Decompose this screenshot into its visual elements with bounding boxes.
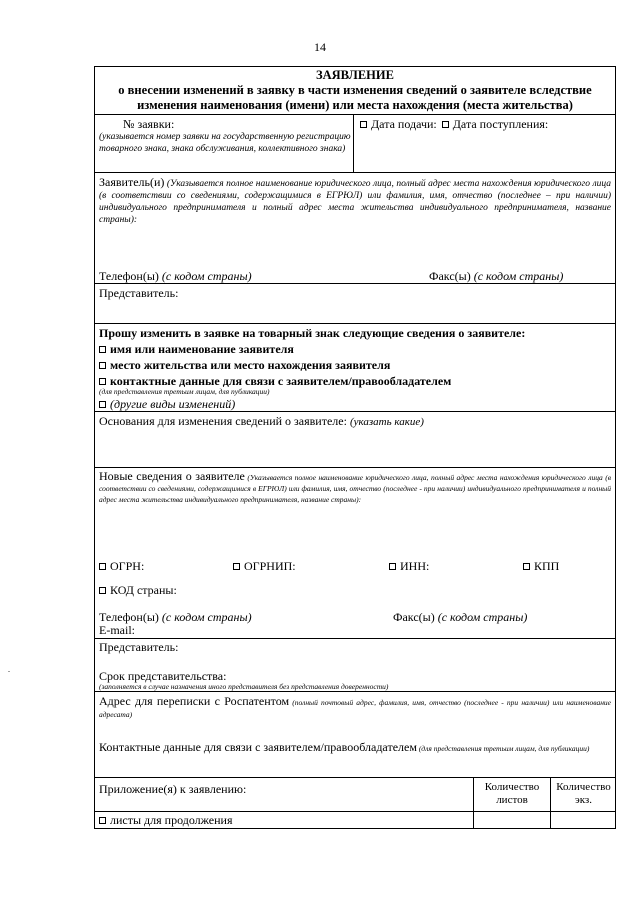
new-info-text: [99, 471, 611, 505]
checkbox-icon[interactable]: [233, 563, 240, 570]
correspondence-section: [95, 691, 615, 778]
ogrnip-field[interactable]: ОГРНИП:: [233, 559, 296, 573]
checkbox-icon[interactable]: [99, 587, 106, 594]
filing-date-label: Дата подачи:: [371, 117, 437, 131]
option-contacts[interactable]: контактные данные для связи с заявителем/правообладателем: [99, 374, 451, 388]
fax-hint: (с кодом страны): [437, 610, 528, 624]
phone-label: Телефон(ы): [99, 269, 159, 283]
phone-hint: (с кодом страны): [161, 269, 252, 283]
grounds-section: [95, 411, 615, 468]
contacts-label: Контактные данные для связи с заявителем/правообладателем: [99, 740, 417, 754]
page-number: 14: [314, 40, 326, 54]
checkbox-icon[interactable]: [99, 346, 106, 353]
new-info-hint: (Указывается полное наименование юридического лица, полный адрес места нахождения юридического лица (в соответствии со сведениями, содержащимися в ЕГРЮЛ) или фамилия, имя, отчество (последнее - при наличии) индивидуального предпринимателя и полный адрес места жительства индивидуального предпринимателя, название страны):: [99, 473, 612, 504]
applicant-phone[interactable]: [99, 269, 252, 283]
checkbox-icon[interactable]: [99, 817, 106, 824]
contacts-hint: (для представления третьим лицам, для публикации): [418, 744, 590, 753]
publication-note: (для представления третьим лицам, для публикации): [99, 387, 270, 396]
representative2-section: [95, 638, 615, 692]
country-code-field[interactable]: КОД страны:: [99, 583, 177, 597]
application-number-label: № заявки:: [123, 117, 175, 131]
grounds-text: [99, 414, 424, 429]
checkbox-icon[interactable]: [99, 362, 106, 369]
attachments-row: [95, 811, 615, 829]
term-label: Срок представительства:: [99, 669, 227, 683]
correspondence-hint: (полный почтовый адрес, фамилия, имя, отчество (последнее - при наличии) или наименование адресата): [99, 698, 611, 719]
fax-hint: (с кодом страны): [473, 269, 564, 283]
col-copies-header: Количество экз.: [556, 781, 611, 806]
divider: [353, 115, 354, 173]
fax-label: Факс(ы): [429, 269, 471, 283]
checkbox-icon[interactable]: [99, 401, 106, 408]
checkbox-icon[interactable]: [523, 563, 530, 570]
application-number-section: [95, 114, 615, 173]
representative2-label: Представитель:: [99, 640, 179, 654]
representative-label: Представитель:: [99, 286, 179, 300]
phone-label: Телефон(ы): [99, 610, 159, 624]
correspondence-text: [99, 695, 611, 721]
application-number-hint: (указывается номер заявки на государственную регистрацию товарного знака, знака обслуживания, коллективного знака): [99, 132, 351, 154]
checkbox-icon[interactable]: [442, 121, 449, 128]
title-line3: изменения наименования (имени) или места нахождения (места жительства): [137, 98, 573, 112]
ogrn-field[interactable]: ОГРН:: [99, 559, 144, 573]
phone-hint: (с кодом страны): [161, 610, 252, 624]
term-hint: (заполняется в случае назначения иного представителя без представления доверенности): [99, 682, 389, 691]
checkbox-icon[interactable]: [360, 121, 367, 128]
grounds-label: Основания для изменения сведений о заявителе:: [99, 414, 347, 428]
checkbox-icon[interactable]: [99, 378, 106, 385]
fax-label: Факс(ы): [393, 610, 435, 624]
title-line2: о внесении изменений в заявку в части изменения сведений о заявителе вследствие: [118, 83, 592, 97]
new-fax[interactable]: [393, 610, 527, 624]
checkbox-icon[interactable]: [389, 563, 396, 570]
option-other[interactable]: (другие виды изменений): [99, 397, 235, 411]
continuation-sheets-item[interactable]: листы для продолжения: [99, 813, 233, 827]
option-name[interactable]: имя или наименование заявителя: [99, 342, 294, 356]
new-phone[interactable]: [99, 610, 252, 624]
margin-mark: .: [8, 665, 10, 674]
col-sheets-header: Количество листов: [484, 781, 540, 806]
applicant-section: [95, 172, 615, 284]
title-line1: ЗАЯВЛЕНИЕ: [316, 68, 394, 82]
option-address[interactable]: место жительства или место нахождения заявителя: [99, 358, 390, 372]
applicant-label: Заявитель(и): [99, 175, 165, 189]
attachments-header: [95, 777, 615, 812]
email-label: E-mail:: [99, 623, 135, 637]
applicant-hint: (Указывается полное наименование юридического лица, полный адрес места нахождения юридического лица (в соответствии со сведениями, содержащимися в ЕГРЮЛ) или фамилия, имя, отчество (последнее – при наличии) индивидуального предпринимателя и полный адрес места жительства индивидуального предпринимателя, название страны):: [99, 179, 611, 225]
new-info-section: [95, 467, 615, 639]
request-section: [95, 323, 615, 412]
receipt-date-label: Дата поступления:: [452, 117, 549, 131]
request-heading: Прошу изменить в заявке на товарный знак следующие сведения о заявителе:: [99, 326, 526, 340]
representative-section: [95, 283, 615, 324]
dates-field[interactable]: [360, 117, 548, 131]
inn-field[interactable]: ИНН:: [389, 559, 429, 573]
new-info-label: Новые сведения о заявителе: [99, 469, 245, 483]
attachments-label: Приложение(я) к заявлению:: [99, 782, 247, 796]
checkbox-icon[interactable]: [99, 563, 106, 570]
correspondence-label: Адрес для переписки с Роспатентом: [99, 694, 290, 708]
application-form: [94, 66, 616, 829]
kpp-field[interactable]: КПП: [523, 559, 559, 573]
form-title: [95, 68, 615, 113]
contacts-text: [99, 740, 611, 756]
applicant-fax[interactable]: [429, 269, 563, 283]
applicant-text: [99, 176, 611, 226]
grounds-hint: (указать какие): [349, 416, 424, 428]
